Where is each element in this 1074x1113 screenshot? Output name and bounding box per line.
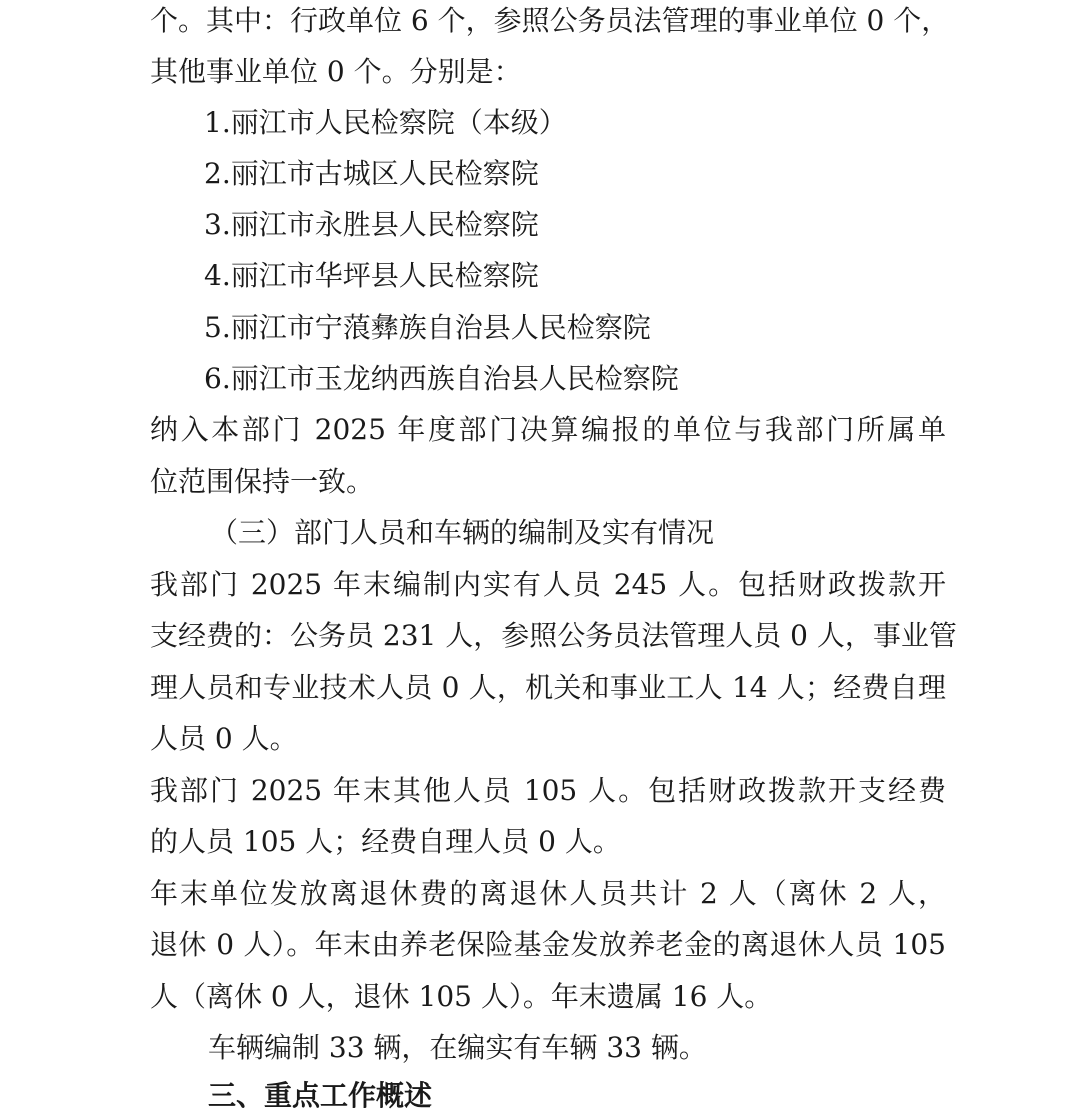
list-item: 4.丽江市华坪县人民检察院: [204, 259, 539, 292]
list-item: 5.丽江市宁蒗彝族自治县人民检察院: [204, 311, 651, 344]
text-line: 位范围保持一致。: [150, 465, 375, 498]
text-line: 纳入本部门 2025 年度部门决算编报的单位与我部门所属单: [150, 413, 946, 446]
section-heading: 三、重点工作概述: [208, 1079, 433, 1112]
list-item: 1.丽江市人民检察院（本级）: [204, 106, 567, 139]
text-line: 理人员和专业技术人员 0 人，机关和事业工人 14 人；经费自理: [150, 671, 946, 704]
list-item: 3.丽江市永胜县人民检察院: [204, 208, 539, 241]
text-line: 其他事业单位 0 个。分别是：: [150, 55, 522, 88]
list-item: 6.丽江市玉龙纳西族自治县人民检察院: [204, 362, 679, 395]
text-line: 的人员 105 人；经费自理人员 0 人。: [150, 825, 621, 858]
section-subheading: （三）部门人员和车辆的编制及实有情况: [210, 516, 715, 549]
text-line: 人员 0 人。: [150, 722, 298, 755]
text-line: 支经费的：公务员 231 人，参照公务员法管理人员 0 人，事业管: [150, 619, 957, 652]
text-line: 年末单位发放离退休费的离退休人员共计 2 人（离休 2 人，: [150, 877, 946, 910]
list-item: 2.丽江市古城区人民检察院: [204, 157, 539, 190]
text-line: 退休 0 人）。年末由养老保险基金发放养老金的离退休人员 105: [150, 928, 946, 961]
text-line: 车辆编制 33 辆，在编实有车辆 33 辆。: [208, 1031, 707, 1064]
text-line: 我部门 2025 年末其他人员 105 人。包括财政拨款开支经费: [150, 774, 946, 807]
text-line: 人（离休 0 人，退休 105 人）。年末遗属 16 人。: [150, 980, 773, 1013]
text-line: 我部门 2025 年末编制内实有人员 245 人。包括财政拨款开: [150, 568, 946, 601]
text-line: 个。其中：行政单位 6 个，参照公务员法管理的事业单位 0 个，: [150, 4, 950, 37]
